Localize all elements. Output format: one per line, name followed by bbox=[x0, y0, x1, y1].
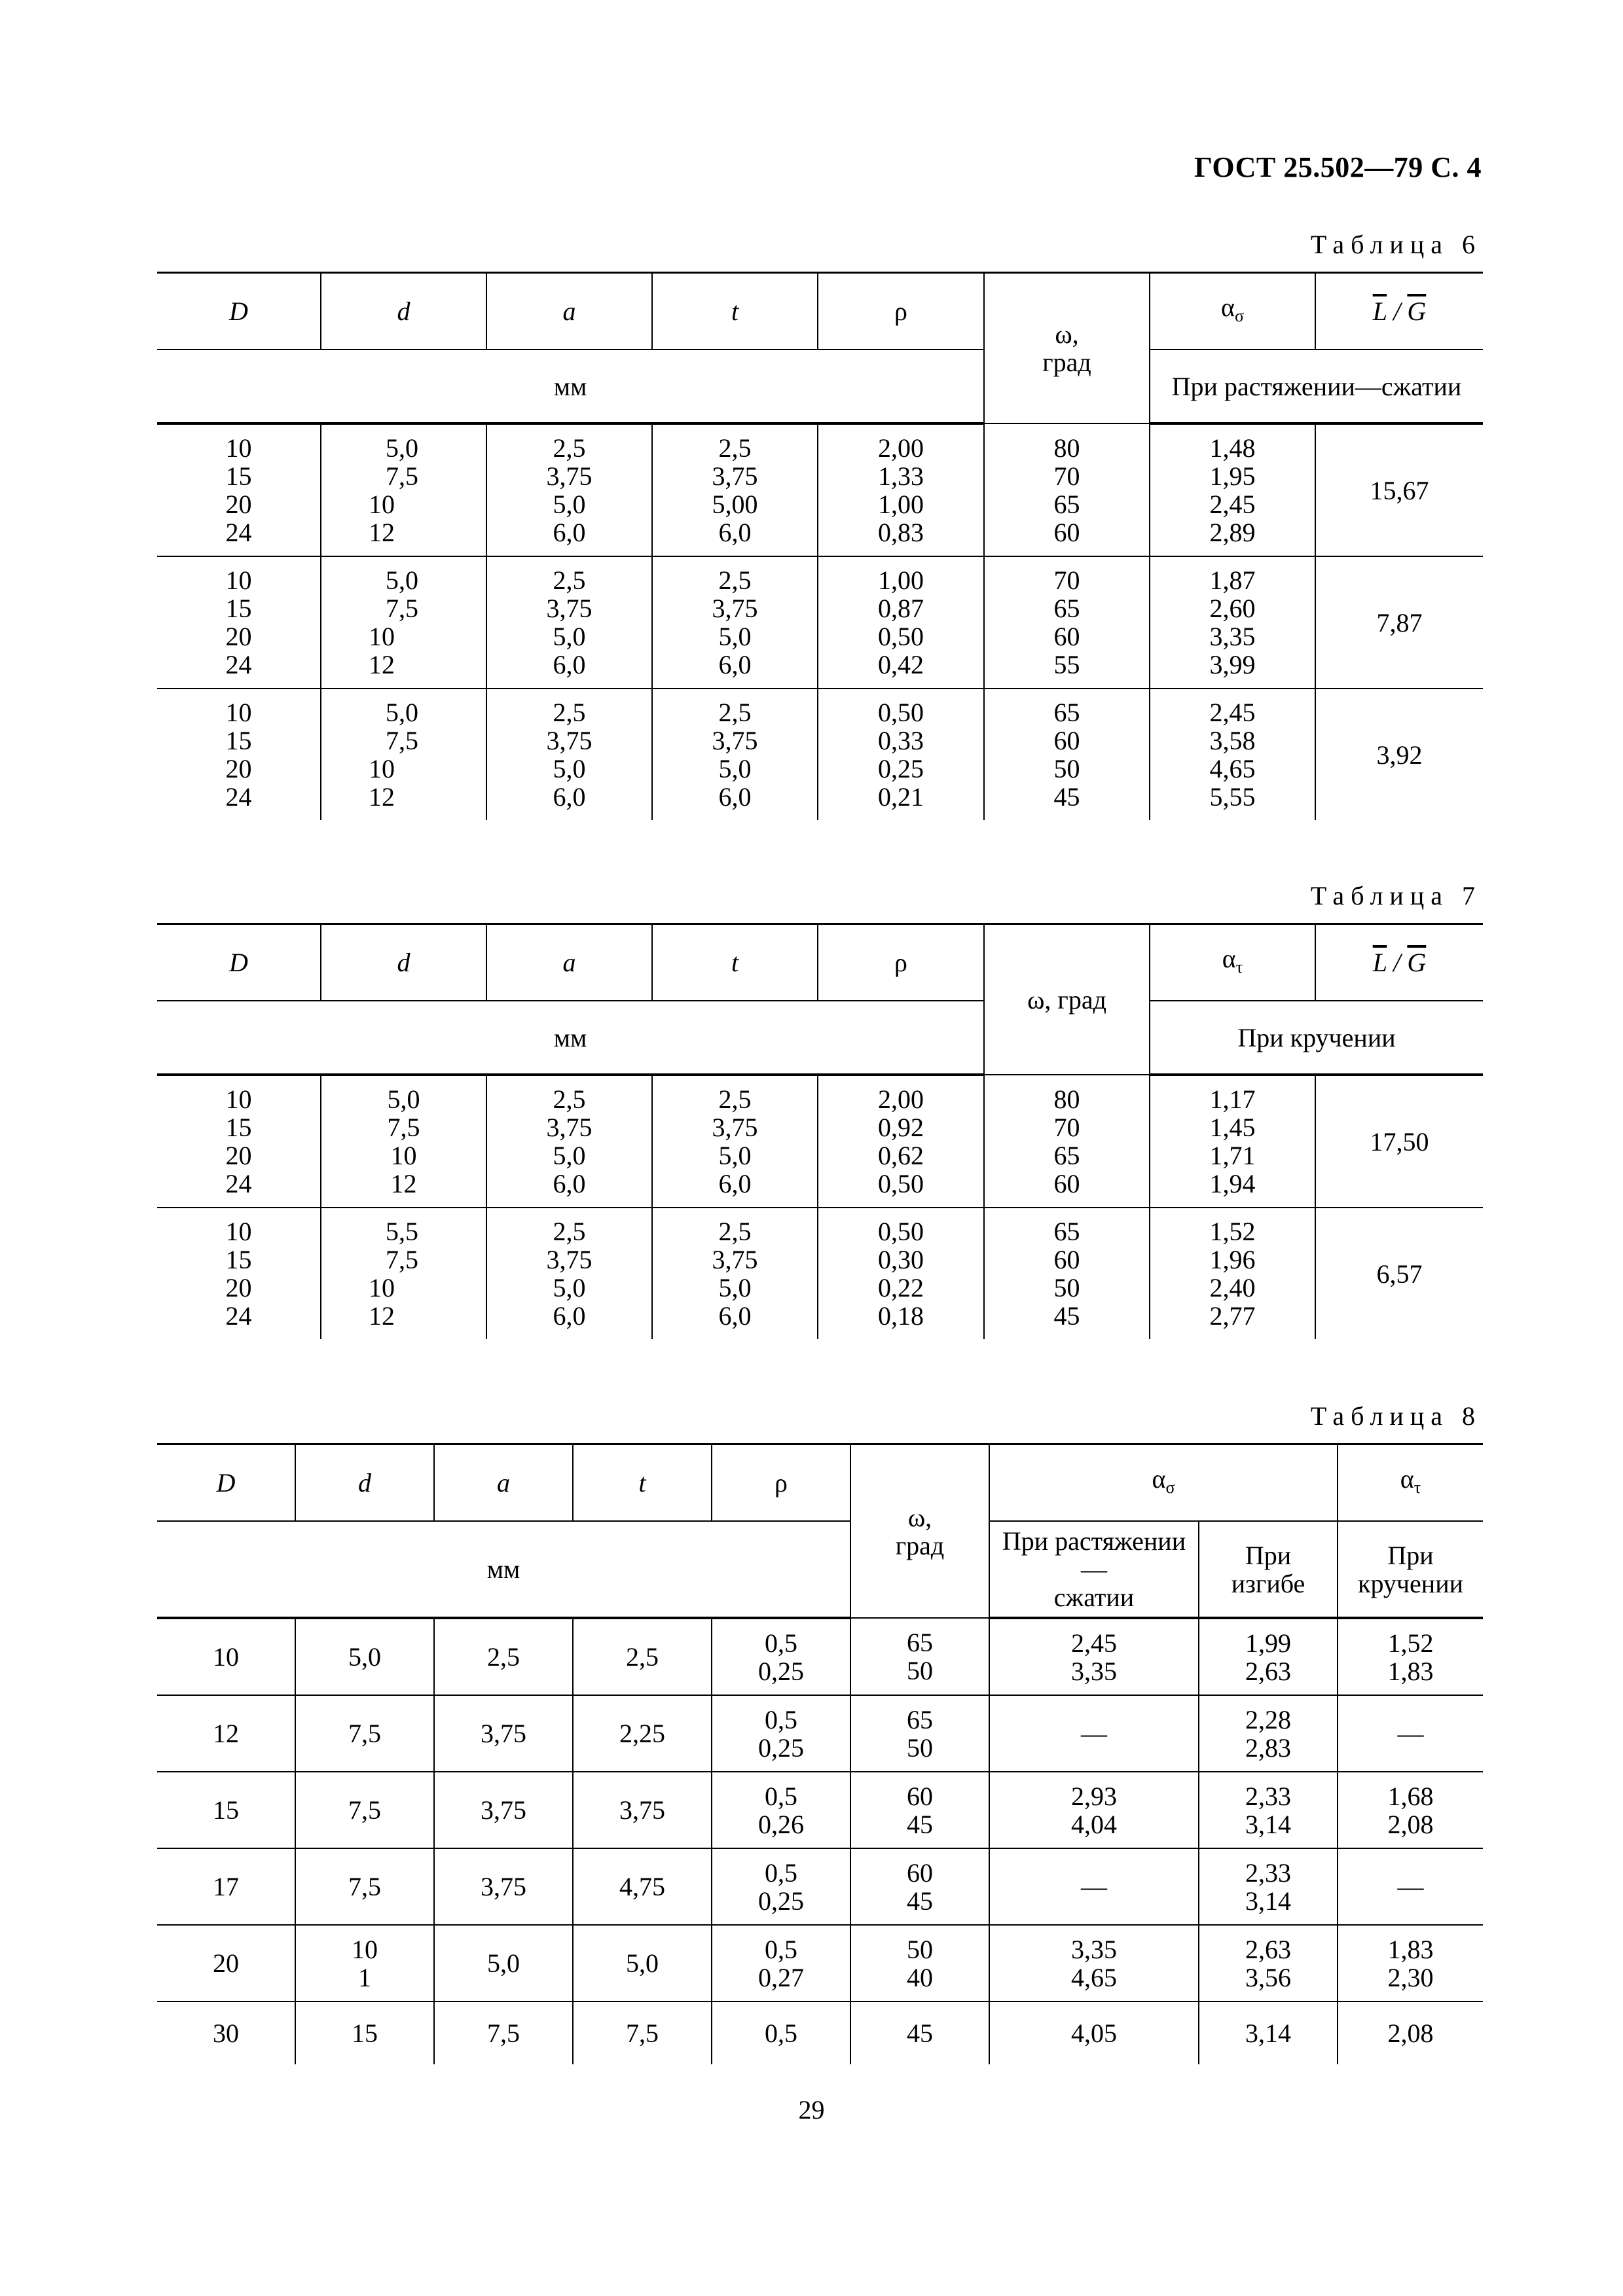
cell-t: 2,5 3,75 5,00 6,0 bbox=[652, 423, 818, 556]
header-D: D bbox=[157, 273, 321, 350]
cell-omega: 65 50 bbox=[850, 1618, 989, 1695]
cell-tension-compression: 3,35 4,65 bbox=[989, 1925, 1199, 2001]
cell-L-over-G: 17,50 bbox=[1315, 1075, 1483, 1208]
table-row-group bbox=[157, 1075, 1483, 1208]
cell-tension-compression: 2,45 3,35 bbox=[989, 1618, 1199, 1695]
table-row-group bbox=[157, 1208, 1483, 1339]
cell-a: 2,5 bbox=[434, 1618, 573, 1695]
header-L-over-G: $\overline{L} / \overline{G}$ bbox=[1315, 273, 1483, 350]
cell-rho: 0,5 0,25 bbox=[712, 1618, 850, 1695]
cell-t: 2,5 3,75 5,0 6,0 bbox=[652, 1075, 818, 1208]
cell-omega: 50 40 bbox=[850, 1925, 989, 2001]
cell-D: 10 15 20 24 bbox=[157, 423, 321, 556]
header-D: D bbox=[157, 1444, 295, 1522]
table8-label: Таблица 8 bbox=[1310, 1401, 1482, 1431]
cell-D: 20 bbox=[157, 1925, 295, 2001]
header-bending: При изгибе bbox=[1199, 1521, 1338, 1618]
cell-torsion: 2,08 bbox=[1338, 2001, 1483, 2064]
table-row-group bbox=[157, 556, 1483, 689]
cell-omega: 45 bbox=[850, 2001, 989, 2064]
header-units-mm: мм bbox=[157, 1521, 850, 1618]
cell-tension-compression: — bbox=[989, 1848, 1199, 1925]
cell-omega: 65 50 bbox=[850, 1695, 989, 1772]
cell-alpha: 1,87 2,60 3,35 3,99 bbox=[1150, 556, 1315, 689]
cell-D: 15 bbox=[157, 1772, 295, 1848]
cell-a: 2,5 3,75 5,0 6,0 bbox=[486, 689, 652, 820]
cell-omega: 80 70 65 60 bbox=[984, 1075, 1150, 1208]
cell-tension-compression: — bbox=[989, 1695, 1199, 1772]
cell-alpha: 2,45 3,58 4,65 5,55 bbox=[1150, 689, 1315, 820]
cell-bending: 2,33 3,14 bbox=[1199, 1772, 1338, 1848]
cell-D: 10 bbox=[157, 1618, 295, 1695]
cell-d: 5,0 7,5 10 12 bbox=[321, 423, 486, 556]
header-omega: ω, град bbox=[850, 1444, 989, 1619]
header-rho: ρ bbox=[712, 1444, 850, 1522]
cell-L-over-G: 15,67 bbox=[1315, 423, 1483, 556]
cell-L-over-G: 3,92 bbox=[1315, 689, 1483, 820]
cell-t: 2,5 3,75 5,0 6,0 bbox=[652, 556, 818, 689]
cell-a: 2,5 3,75 5,0 6,0 bbox=[486, 423, 652, 556]
cell-D: 10 15 20 24 bbox=[157, 1075, 321, 1208]
header-rho: ρ bbox=[818, 273, 984, 350]
table-row bbox=[157, 2001, 1483, 2064]
cell-t: 4,75 bbox=[573, 1848, 712, 1925]
cell-D: 12 bbox=[157, 1695, 295, 1772]
header-rho: ρ bbox=[818, 924, 984, 1001]
cell-omega: 60 45 bbox=[850, 1772, 989, 1848]
cell-D: 17 bbox=[157, 1848, 295, 1925]
cell-d: 5,0 7,5 10 12 bbox=[321, 556, 486, 689]
cell-rho: 0,50 0,33 0,25 0,21 bbox=[818, 689, 984, 820]
table-row-group bbox=[157, 689, 1483, 820]
cell-rho: 0,5 0,25 bbox=[712, 1848, 850, 1925]
cell-d: 7,5 bbox=[295, 1848, 434, 1925]
cell-D: 10 15 20 24 bbox=[157, 556, 321, 689]
cell-omega: 60 45 bbox=[850, 1848, 989, 1925]
cell-omega: 65 60 50 45 bbox=[984, 689, 1150, 820]
cell-t: 7,5 bbox=[573, 2001, 712, 2064]
header-load-type: При кручении bbox=[1150, 1001, 1483, 1075]
header-t: t bbox=[573, 1444, 712, 1522]
table-row bbox=[157, 1618, 1483, 1695]
cell-rho: 1,00 0,87 0,50 0,42 bbox=[818, 556, 984, 689]
header-a: a bbox=[486, 924, 652, 1001]
cell-omega: 65 60 50 45 bbox=[984, 1208, 1150, 1339]
cell-a: 2,5 3,75 5,0 6,0 bbox=[486, 1075, 652, 1208]
cell-t: 2,25 bbox=[573, 1695, 712, 1772]
cell-a: 3,75 bbox=[434, 1848, 573, 1925]
table-row-group bbox=[157, 423, 1483, 556]
cell-a: 2,5 3,75 5,0 6,0 bbox=[486, 1208, 652, 1339]
document-reference: ГОСТ 25.502—79 С. 4 bbox=[1194, 151, 1482, 183]
cell-rho: 2,00 1,33 1,00 0,83 bbox=[818, 423, 984, 556]
cell-d: 5,0 7,5 10 12 bbox=[321, 689, 486, 820]
cell-a: 2,5 3,75 5,0 6,0 bbox=[486, 556, 652, 689]
cell-alpha: 1,52 1,96 2,40 2,77 bbox=[1150, 1208, 1315, 1339]
cell-torsion: — bbox=[1338, 1695, 1483, 1772]
header-L-over-G: $\overline{L} / \overline{G}$ bbox=[1315, 924, 1483, 1001]
cell-D: 10 15 20 24 bbox=[157, 1208, 321, 1339]
cell-torsion: 1,52 1,83 bbox=[1338, 1618, 1483, 1695]
cell-D: 10 15 20 24 bbox=[157, 689, 321, 820]
cell-rho: 0,5 0,25 bbox=[712, 1695, 850, 1772]
cell-torsion: 1,68 2,08 bbox=[1338, 1772, 1483, 1848]
table-7 bbox=[157, 923, 1483, 1339]
header-units-mm: мм bbox=[157, 1001, 984, 1075]
table-row bbox=[157, 1925, 1483, 2001]
cell-L-over-G: 7,87 bbox=[1315, 556, 1483, 689]
page-number: 29 bbox=[798, 2095, 825, 2125]
table6-label: Таблица 6 bbox=[1310, 230, 1482, 259]
cell-t: 5,0 bbox=[573, 1925, 712, 2001]
table-6 bbox=[157, 272, 1483, 820]
cell-tension-compression: 2,93 4,04 bbox=[989, 1772, 1199, 1848]
cell-rho: 0,50 0,30 0,22 0,18 bbox=[818, 1208, 984, 1339]
header-t: t bbox=[652, 273, 818, 350]
cell-D: 30 bbox=[157, 2001, 295, 2064]
cell-a: 3,75 bbox=[434, 1695, 573, 1772]
cell-d: 15 bbox=[295, 2001, 434, 2064]
cell-bending: 2,33 3,14 bbox=[1199, 1848, 1338, 1925]
cell-t: 2,5 3,75 5,0 6,0 bbox=[652, 1208, 818, 1339]
cell-t: 2,5 3,75 5,0 6,0 bbox=[652, 689, 818, 820]
cell-d: 7,5 bbox=[295, 1772, 434, 1848]
cell-t: 3,75 bbox=[573, 1772, 712, 1848]
cell-bending: 2,28 2,83 bbox=[1199, 1695, 1338, 1772]
header-units-mm: мм bbox=[157, 350, 984, 423]
cell-a: 5,0 bbox=[434, 1925, 573, 2001]
cell-alpha: 1,17 1,45 1,71 1,94 bbox=[1150, 1075, 1315, 1208]
cell-L-over-G: 6,57 bbox=[1315, 1208, 1483, 1339]
header-alpha-tau: $\alpha_\tau$ bbox=[1338, 1444, 1483, 1522]
cell-alpha: 1,48 1,95 2,45 2,89 bbox=[1150, 423, 1315, 556]
header-d: d bbox=[321, 273, 486, 350]
header-alpha-sigma: $\alpha_\sigma$ bbox=[989, 1444, 1338, 1522]
cell-bending: 3,14 bbox=[1199, 2001, 1338, 2064]
header-d: d bbox=[321, 924, 486, 1001]
header-tension-compression: При растяжении— сжатии bbox=[989, 1521, 1199, 1618]
cell-bending: 1,99 2,63 bbox=[1199, 1618, 1338, 1695]
header-alpha-tau: $\alpha_\tau$ bbox=[1150, 924, 1315, 1001]
header-a: a bbox=[486, 273, 652, 350]
cell-a: 3,75 bbox=[434, 1772, 573, 1848]
cell-d: 5,0 7,5 10 12 bbox=[321, 1075, 486, 1208]
table-8 bbox=[157, 1443, 1483, 2064]
cell-t: 2,5 bbox=[573, 1618, 712, 1695]
header-d: d bbox=[295, 1444, 434, 1522]
table7-label: Таблица 7 bbox=[1310, 881, 1482, 910]
header-omega: ω, град bbox=[984, 273, 1150, 424]
header-load-type: При растяжении—сжатии bbox=[1150, 350, 1483, 423]
cell-d: 10 1 bbox=[295, 1925, 434, 2001]
cell-d: 7,5 bbox=[295, 1695, 434, 1772]
cell-omega: 70 65 60 55 bbox=[984, 556, 1150, 689]
header-torsion: При кручении bbox=[1338, 1521, 1483, 1618]
cell-rho: 0,5 0,27 bbox=[712, 1925, 850, 2001]
cell-rho: 0,5 bbox=[712, 2001, 850, 2064]
header-alpha-sigma: $\alpha_\sigma$ bbox=[1150, 273, 1315, 350]
table-row bbox=[157, 1848, 1483, 1925]
cell-torsion: — bbox=[1338, 1848, 1483, 1925]
cell-torsion: 1,83 2,30 bbox=[1338, 1925, 1483, 2001]
header-a: a bbox=[434, 1444, 573, 1522]
cell-a: 7,5 bbox=[434, 2001, 573, 2064]
cell-bending: 2,63 3,56 bbox=[1199, 1925, 1338, 2001]
cell-rho: 2,00 0,92 0,62 0,50 bbox=[818, 1075, 984, 1208]
cell-rho: 0,5 0,26 bbox=[712, 1772, 850, 1848]
cell-omega: 80 70 65 60 bbox=[984, 423, 1150, 556]
header-omega: ω, град bbox=[984, 924, 1150, 1075]
cell-d: 5,0 bbox=[295, 1618, 434, 1695]
cell-d: 5,5 7,5 10 12 bbox=[321, 1208, 486, 1339]
table-row bbox=[157, 1772, 1483, 1848]
table-row bbox=[157, 1695, 1483, 1772]
cell-tension-compression: 4,05 bbox=[989, 2001, 1199, 2064]
header-D: D bbox=[157, 924, 321, 1001]
header-t: t bbox=[652, 924, 818, 1001]
